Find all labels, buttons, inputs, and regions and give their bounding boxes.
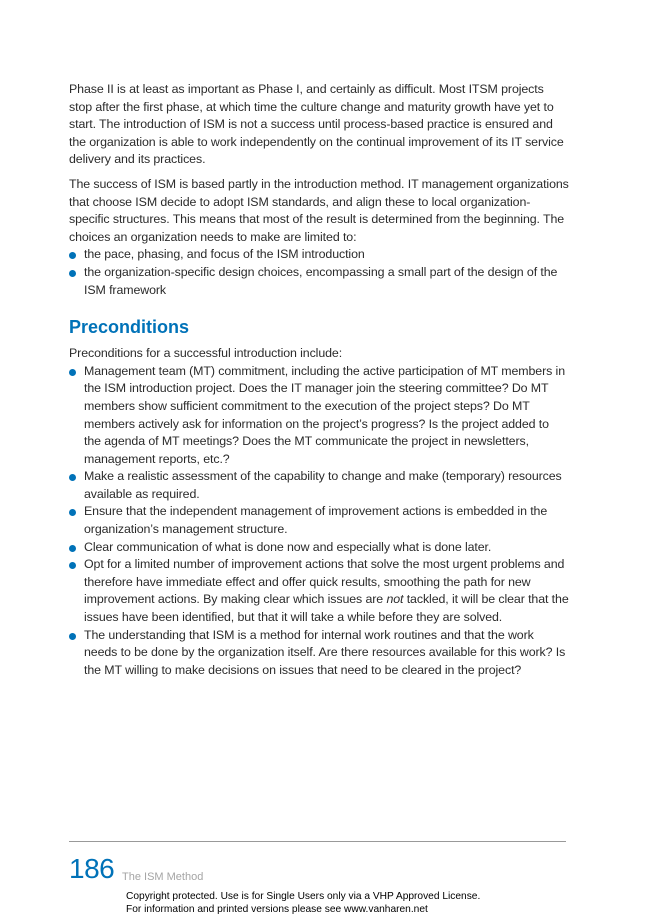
bullet-icon bbox=[69, 545, 76, 552]
list-item-text-before: Opt for a limited number of improvement actions that solve the most urgent problems and therefore have immediate effect and offer quick results, smoothing the path for new improvement actions. By making clear which issues are bbox=[84, 557, 565, 607]
list-item bbox=[69, 468, 569, 503]
footer-divider bbox=[69, 841, 566, 842]
list-item-text: the organization-specific design choices, encompassing a small part of the design of the ISM framework bbox=[84, 264, 558, 297]
list-item bbox=[69, 539, 569, 557]
section-heading-preconditions: Preconditions bbox=[69, 317, 190, 338]
list-item-text: Management team (MT) commitment, including the active participation of MT members in the ISM introduction project. Does the IT manager join the steering committee? Do MT members show sufficient commitment to the execution of the project steps? Do MT members actively ask for information on the project’s progress? Is the project added to the agenda of MT meetings? Does the MT communicate the project in newsletters, management reports, etc.? bbox=[84, 363, 565, 466]
list-item-text: Clear communication of what is done now and especially what is done later. bbox=[84, 539, 492, 554]
list-item-text: Make a realistic assessment of the capability to change and make (temporary) resources available as required. bbox=[84, 469, 562, 501]
preconditions-list bbox=[69, 363, 569, 680]
copyright-notice bbox=[126, 890, 480, 916]
list-item bbox=[69, 363, 569, 469]
choices-list bbox=[69, 246, 569, 299]
running-footer-title: The ISM Method bbox=[122, 871, 204, 883]
emphasis-not: not bbox=[386, 592, 404, 607]
list-item bbox=[69, 503, 569, 538]
list-item-text: The understanding that ISM is a method for internal work routines and that the work needs to be done by the organization itself. Are there resources available for this work? Is the MT willing to make decisions on issues that need to be cleared in the project? bbox=[84, 627, 566, 677]
list-item bbox=[69, 627, 569, 680]
page-number: 186 bbox=[69, 853, 115, 884]
copyright-line-2: For information and printed versions please see www.vanharen.net bbox=[126, 904, 428, 915]
copyright-line-1: Copyright protected. Use is for Single Users only via a VHP Approved License. bbox=[126, 891, 481, 902]
body-paragraph-phase-ii: Phase II is at least as important as Phase I, and certainly as difficult. Most ITSM projects stop after the first phase, at which time the culture change and maturity growth have yet to start. The introduction of ISM is not a success until process-based practice is ensured and the organization is able to work independently on the continual improvement of its IT service delivery and its practices. bbox=[69, 82, 564, 167]
list-item bbox=[69, 246, 569, 264]
list-item-text: Ensure that the independent management of improvement actions is embedded in the organization’s management structure. bbox=[84, 504, 548, 537]
bullet-icon bbox=[69, 562, 76, 569]
page-body bbox=[69, 81, 569, 679]
bullet-icon bbox=[69, 270, 76, 277]
preconditions-intro: Preconditions for a successful introduction include: bbox=[69, 346, 343, 361]
bullet-icon bbox=[69, 509, 76, 516]
body-paragraph-success: The success of ISM is based partly in the introduction method. IT management organizations that choose ISM decide to adopt ISM standards, and align these to local organization-specific structures. This means that most of the result is determined from the beginning. The choices an organization needs to make are limited to: bbox=[69, 176, 569, 244]
list-item bbox=[69, 264, 569, 299]
list-item bbox=[69, 556, 569, 626]
bullet-icon bbox=[69, 633, 76, 640]
bullet-icon bbox=[69, 252, 76, 259]
bullet-icon bbox=[69, 474, 76, 481]
list-item-text-after: tackled, it will be clear that the issues have been identified, but that it will take a while before they are solved. bbox=[84, 592, 569, 625]
list-item-text: the pace, phasing, and focus of the ISM introduction bbox=[84, 247, 365, 262]
bullet-icon bbox=[69, 369, 76, 376]
